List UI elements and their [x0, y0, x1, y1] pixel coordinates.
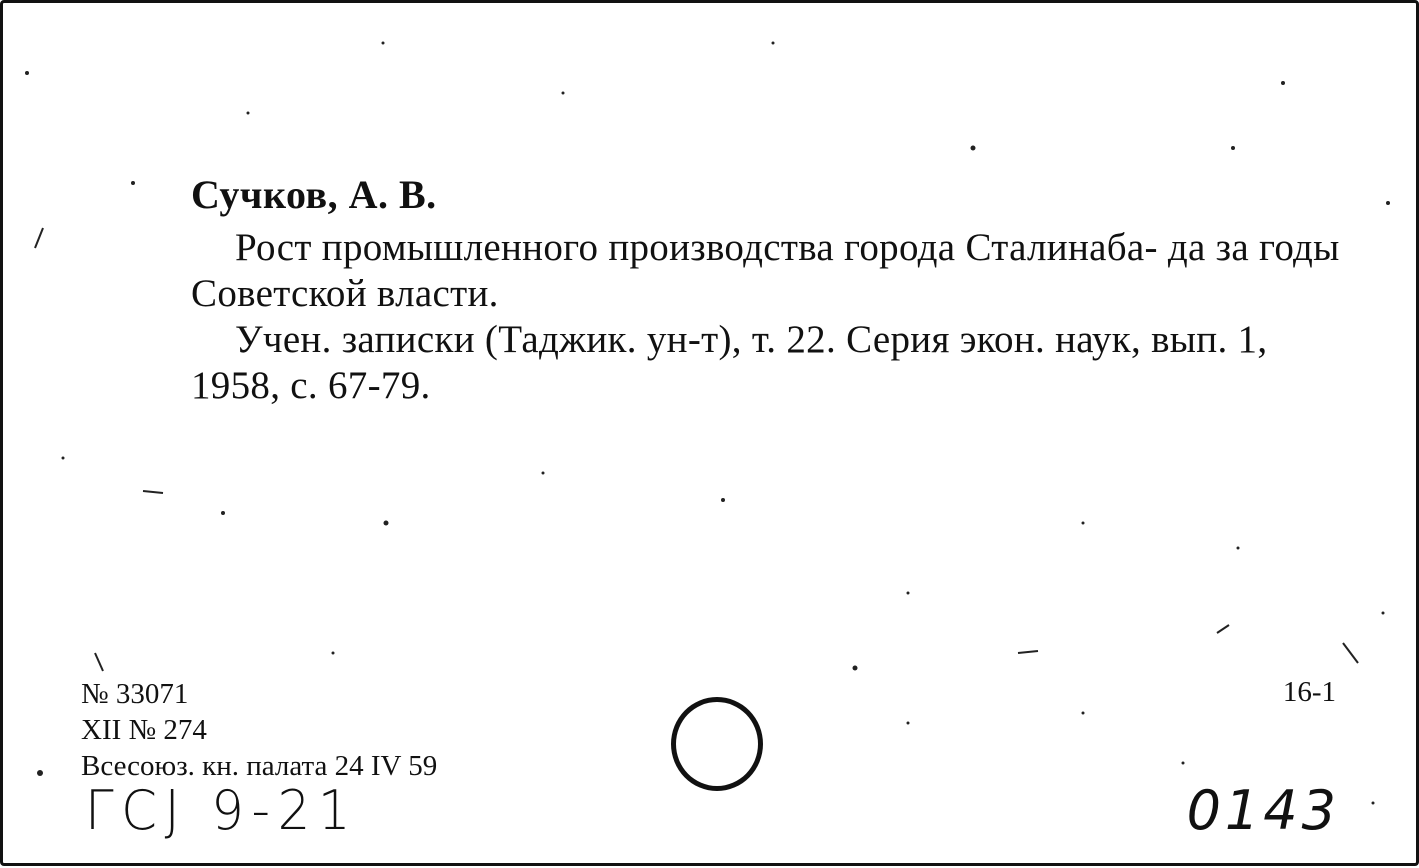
card-number: № 33071 — [81, 678, 189, 710]
book-chamber-stamp: Всесоюз. кн. палата 24 IV 59 — [81, 750, 438, 782]
classification-code: 16-1 — [1282, 676, 1336, 708]
entry-source: Учен. записки (Таджик. ун-т), т. 22. Серия экон. наук, вып. 1, 1958, с. 67-79. — [191, 318, 1268, 407]
author-name: Сучков, А. В. — [191, 172, 437, 217]
entry-title: Рост промышленного производства города Сталинаба- да за годы Советской власти. — [191, 226, 1340, 315]
entry-body — [191, 225, 1361, 409]
card-series: XII № 274 — [81, 714, 207, 746]
card-punch-hole — [671, 697, 763, 791]
handwritten-number: 0143 — [1186, 779, 1340, 842]
handwritten-shelf-mark: ГСJ 9-21 — [85, 779, 359, 842]
card-footer — [81, 676, 437, 784]
